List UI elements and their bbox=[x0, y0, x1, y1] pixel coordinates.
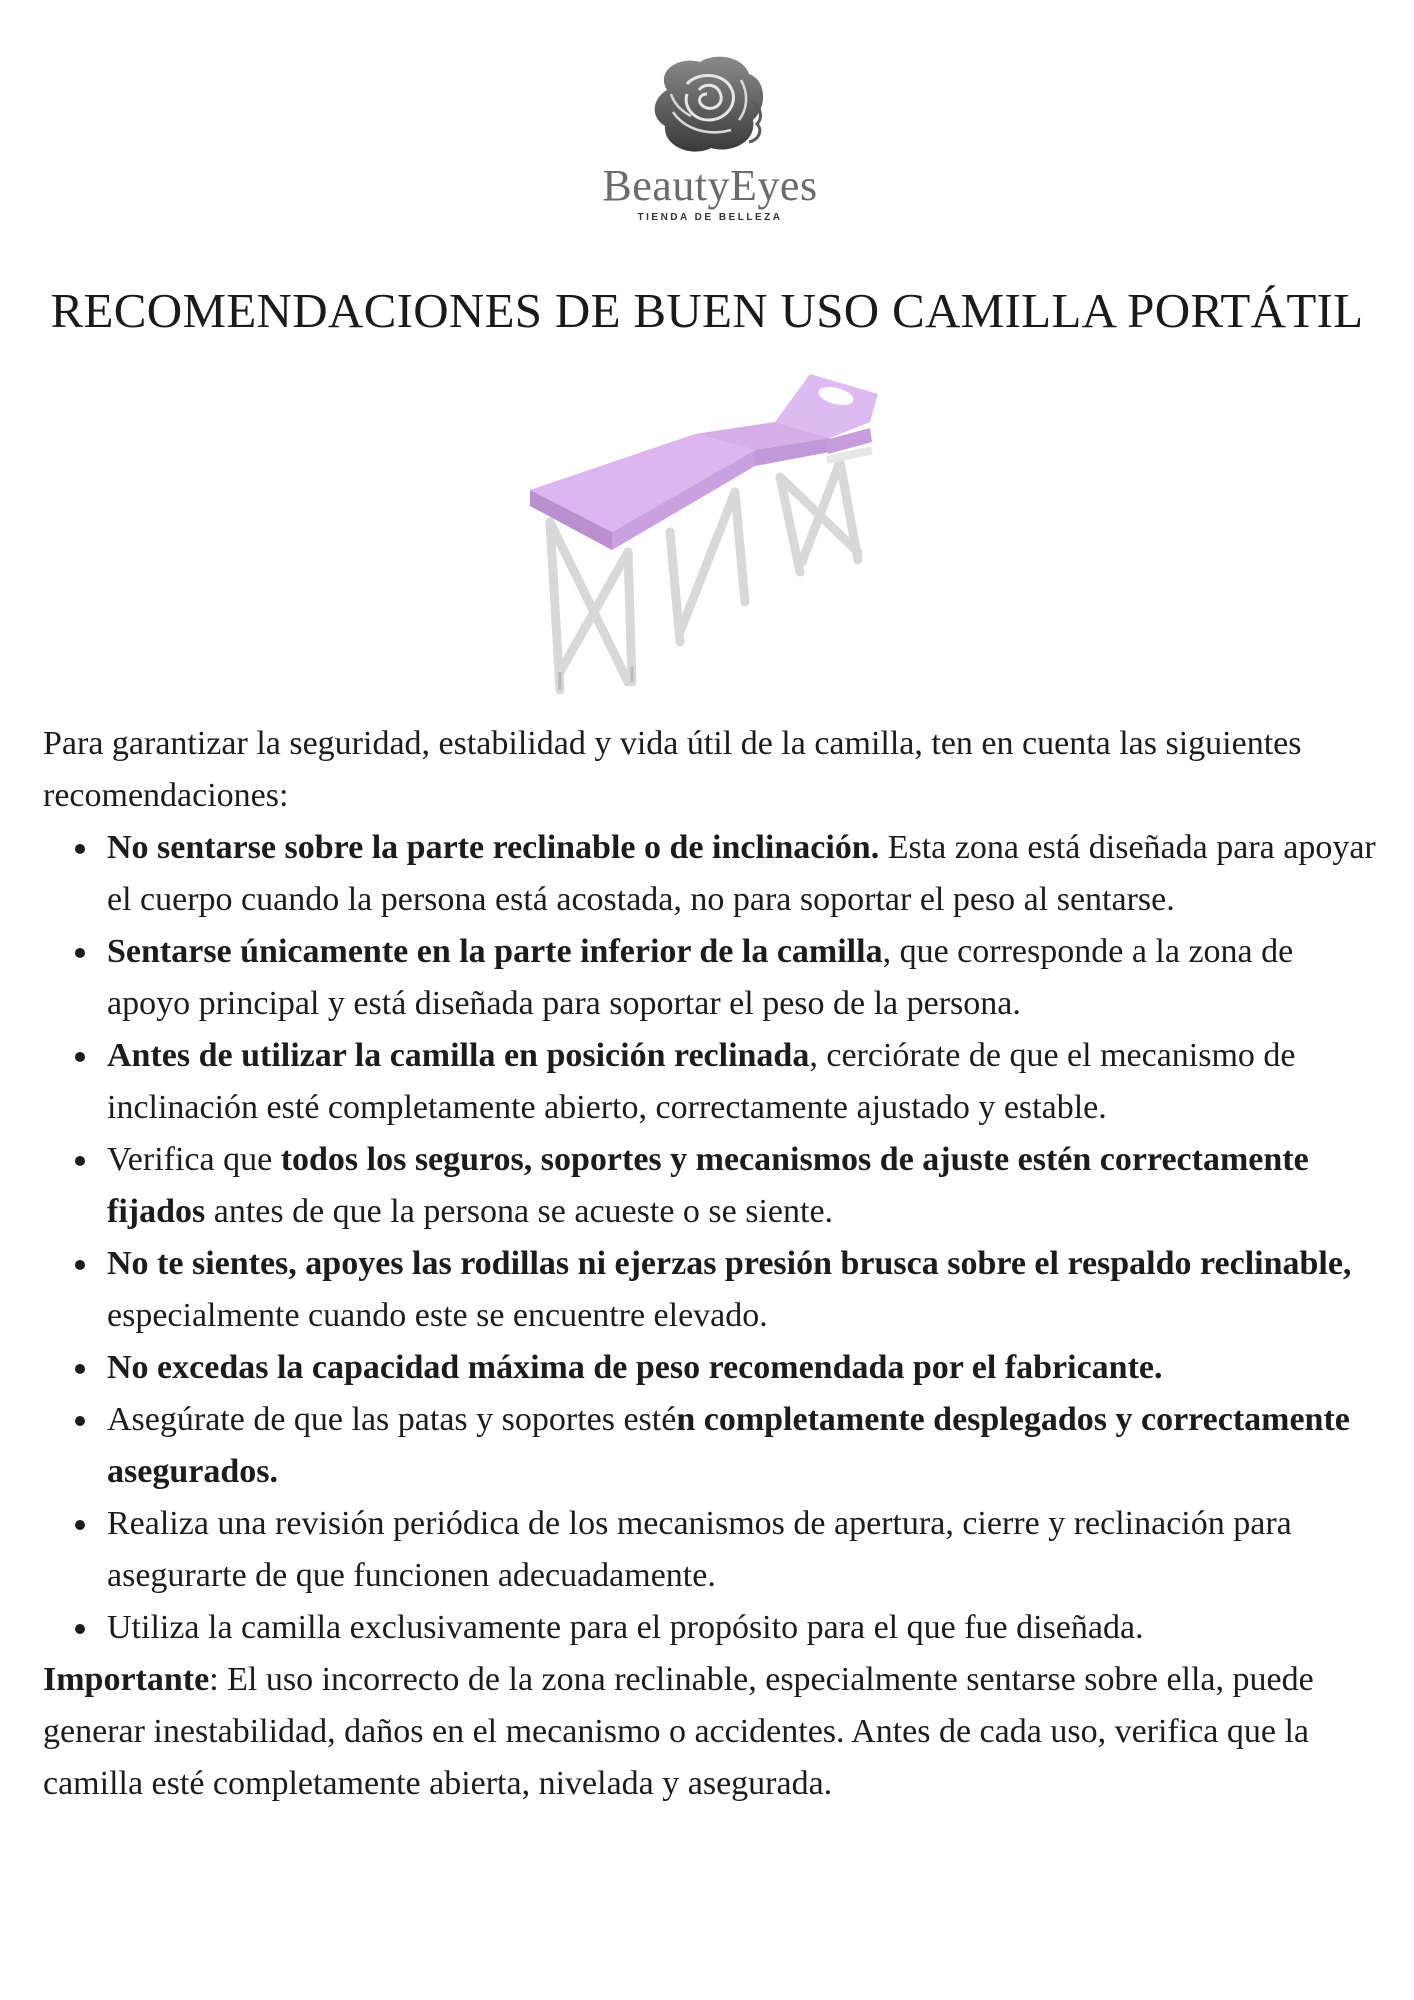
list-item: Sentarse únicamente en la parte inferior de la camilla, que corresponde a la zona de apoyo principal y está diseñada para soportar el peso de la persona. bbox=[107, 926, 1383, 1030]
important-note: Importante: El uso incorrecto de la zona reclinable, especialmente sentarse sobre ella, puede generar inestabilidad, daños en el mecanismo o accidentes. Antes de cada uso, verifica que la camilla esté completamente abierta, nivelada y asegurada. bbox=[43, 1661, 1314, 1802]
content-body bbox=[43, 718, 1383, 1810]
list-item: Verifica que todos los seguros, soportes y mecanismos de ajuste estén correctamente fijados antes de que la persona se acueste o se siente. bbox=[107, 1134, 1383, 1238]
rose-icon bbox=[645, 50, 775, 162]
massage-table-image bbox=[520, 372, 900, 702]
list-item: Antes de utilizar la camilla en posición reclinada, cerciórate de que el mecanismo de inclinación esté completamente abierto, correctamente ajustado y estable. bbox=[107, 1030, 1383, 1134]
important-label: Importante bbox=[43, 1661, 210, 1698]
intro-paragraph: Para garantizar la seguridad, estabilidad y vida útil de la camilla, ten en cuenta las siguientes recomendaciones: bbox=[43, 725, 1302, 814]
list-item: No te sientes, apoyes las rodillas ni ejerzas presión brusca sobre el respaldo reclinable, especialmente cuando este se encuentre elevado. bbox=[107, 1238, 1383, 1342]
list-item: Realiza una revisión periódica de los mecanismos de apertura, cierre y reclinación para asegurarte de que funcionen adecuadamente. bbox=[107, 1498, 1383, 1602]
list-item: Asegúrate de que las patas y soportes estén completamente desplegados y correctamente asegurados. bbox=[107, 1394, 1383, 1498]
brand-tagline: TIENDA DE BELLEZA bbox=[637, 212, 783, 223]
list-item: No excedas la capacidad máxima de peso recomendada por el fabricante. bbox=[107, 1342, 1383, 1394]
brand-logo bbox=[580, 50, 840, 235]
recommendations-list bbox=[43, 822, 1383, 1654]
page-title: RECOMENDACIONES DE BUEN USO CAMILLA PORTÁTIL bbox=[50, 283, 1364, 338]
list-item: No sentarse sobre la parte reclinable o de inclinación. Esta zona está diseñada para apoyar el cuerpo cuando la persona está acostada, no para soportar el peso al sentarse. bbox=[107, 822, 1383, 926]
brand-name: BeautyEyes bbox=[602, 161, 818, 210]
list-item: Utiliza la camilla exclusivamente para el propósito para el que fue diseñada. bbox=[107, 1602, 1383, 1654]
